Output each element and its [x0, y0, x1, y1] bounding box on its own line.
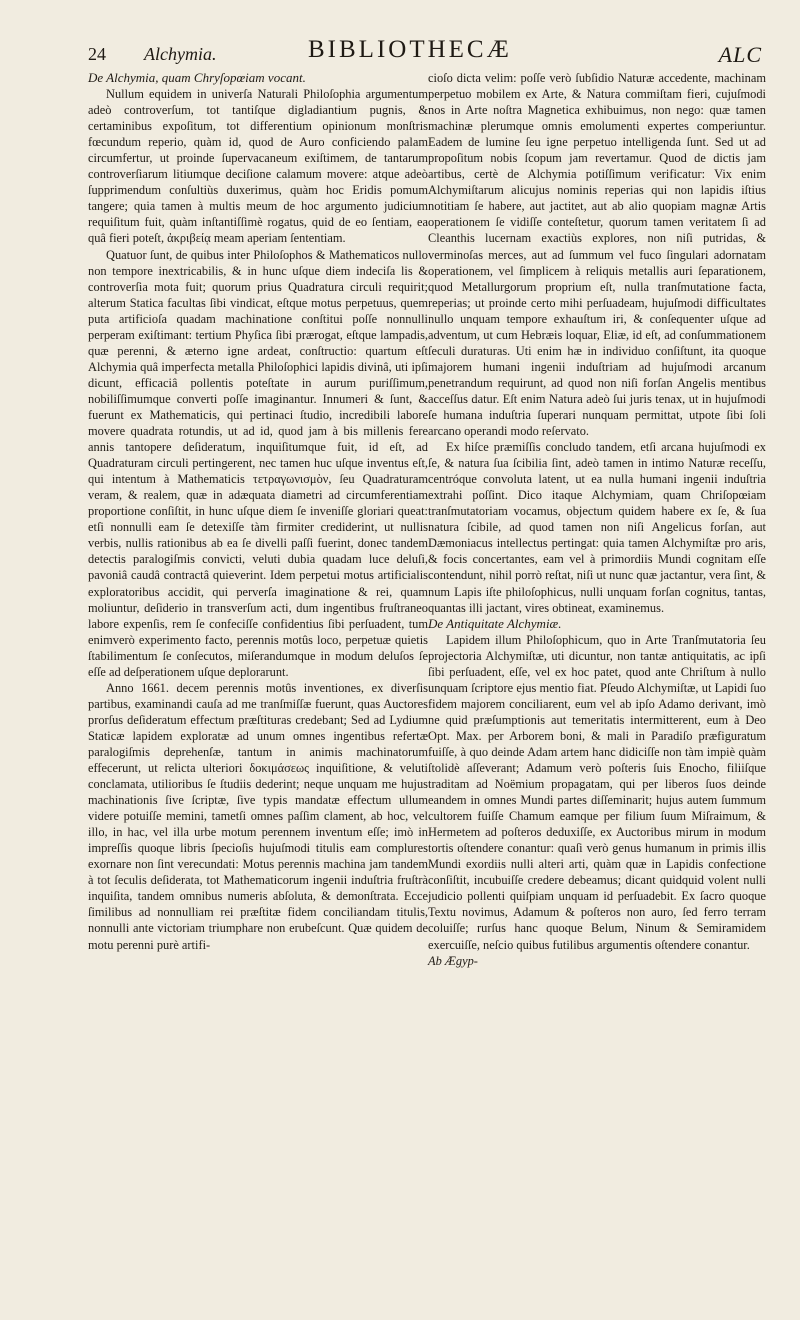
running-head: [88, 34, 762, 68]
header-catchword: ALC: [718, 42, 762, 67]
page-number: 24: [88, 44, 106, 64]
paragraph: Ex hiſce præmiſſis concludo tandem, etſi arcana hujuſmodi ex ſe, & natura ſua ſcibilia ſint, adeò tamen in intimo Naturæ receſſu, centróque convoluta latent, ut ea nulla humani ingenii induſtria extrahi poſſint. Dico itaque Alchymiam, quam Chriſopœiam tranſmutatoriam vocamus, objectum quidem habere ex ſe, & ſua natura ſcibile, ad quod tamen non niſi Angelicus forſan, aut Dæmoniacus intellectus pertingat: quia tamen Alchymiſtæ pro aris, & focis concertantes, eam vel à primordiis Mundi cognitam eſſe contendunt, nihil porrò reſtat, niſi ut nunc quæ jactantur, vera ſint, & num Lapis iſte philoſophicus, nulli unquam forſan cognitus, tantas, quantas illi jactant, vires obtineat, examinemus.: [428, 440, 766, 615]
paragraph: Quatuor ſunt, de quibus inter Philoſophos & Mathematicos nullo non tempore inextricabilis, & in hunc uſque diem indeciſa lis & controverſia mota fuit; quorum prius Quadratura circuli requirit; alterum Statica facultas ſibi vindicat, eſtque motus perpetuus, quem puta artificioſa quadam machinatione conſtitui poſſe nonnulli perperam exiſtimant: tertium Phyſica ſibi prærogat, eſtque lampadis, quæ perenni, & æterno igne ardeat, conſtructio: quartum eſt Alchymia quâ imperfecta metalla Philoſophici lapidis divinâ, uti ipſi dicunt, efficaciâ pollentis poteſtate in aurum puriſſimum, nobiliſſimumque converti poſſe imaginantur. Innumeri & ſunt, & fuerunt ex Mathematicis, qui pertinaci ſtudio, incredibili labore movere quadrata rotundis, ut ad id, quod jam à bis millenis fere annis tantopere deſideratum, inquiſitumque fuit, id eſt, ad Quadraturam circuli pertingerent, nec tamen huc uſque inventus eſt, qui intentum à Mathematicis τετραγωνισμὸν, ſeu Quadraturam veram, & realem, quæ in adæquata diametri ad circumferentiam proportione conſiſtit, in hunc uſque diem ſe inveniſſe gloriari queat: etſi nonnulli eam ſe detexiſſe tàm firmiter crediderint, ut nullis verbis, nullis rationibus ab ea ſe divelli paſſi fuerint, donec tandem detectis paralogiſmis convicti, veluti dubia quadam luce deluſi, pavoniâ caudâ contractâ quieverint. Idem perpetui motus artificialis exploratoribus accidit, qui perverſa imaginatione & rei, quam moliuntur, deſiderio in transverſum acti, dum ingentibus fruſtraneo labore expenſis, rem ſe confeciſſe confidentius ſibi perſuadent, tum enimverò experimento facto, perennis motûs loco, perpetuæ quietis ſtabilimentum ſe conſecutos, miſerandumque in modum deluſos ſe eſſe ad deſperationem uſque deplorarunt.: [88, 247, 428, 679]
left-column: [88, 70, 428, 953]
section-tag: Alchymia.: [144, 44, 217, 64]
section-heading: De Alchymia, quam Chryſopœiam vocant.: [88, 70, 306, 85]
catchword: Ab Ægyp-: [428, 953, 478, 968]
right-column: [428, 70, 766, 969]
paragraph: Anno 1661. decem perennis motûs inventiones, ex diverſis partibus, examinandi cauſa ad me tranſmiſſæ fuerunt, quas Auctores prorſus deſideratum effectum præſtituras credebant; Sed ad Lydium Staticæ lapidem exploratæ ad unum omnes ingentibus refertæ paralogiſmis deprehenſæ, tantum in animis machinatorum effecerunt, ut relicta ulteriori δοκιμάσεως inquiſitione, & veluti conclamata, utilioribus ſe ſtudiis dederint; neque unquam me hujus machinationis ſive ſcriptæ, ſive typis mandatæ effectum ullum videre potuiſſe memini, tametſi omnes paſſim clament, ab hoc, vel illo, in hac, vel illa urbe motum perennem inventum eſſe; imò in impreſſis quoque libris ſpecioſis hujuſmodi titulis eam complures exornare non ſint verecundati: Motus perennis machina jam tandem à tot ſeculis deſiderata, tot Mathematicorum ingenii induſtria fruſtrà inquiſita, tandem omnibus numeris abſoluta, & demonſtrata. Ecce ſimilibus ad nonnulliam rei præſtitæ fidem conciliandam titulis, nonnulli ante victoriam triumphare non erubeſcunt. Quæ quidem de motu perenni purè artifi-: [88, 680, 428, 952]
paragraph: Nullum equidem in univerſa Naturali Philoſophia argumentum adeò controverſum, tot tantiſque digladiantium pugnis, & certaminibus expoſitum, tot differentium opinionum monſtris fœcundum reperio, quàm id, quod de Auro conficiendo palam circumfertur, ut proinde ſupervacaneum exiſtimem, de tantarum controverſiarum litiumque deciſione calamum movere: atque adeò ſupprimendum conſultiùs duxerimus, quàm hoc Eridis pomum tangere; quia tamen à multis meum de hoc argumento judicium requiſitum fuit, quàm inſtantiſſimè rogatus, quid de eo ſentiam, ea quâ fieri poteſt, ἀκριβείᾳ meam aperiam ſententiam.: [88, 87, 428, 246]
page-title: BIBLIOTHECÆ: [308, 36, 512, 63]
section-heading: De Antiquitate Alchymiæ.: [428, 615, 562, 631]
paragraph: cioſo dicta velim: poſſe verò ſubſidio Naturæ accedente, machinam perpetuo mobilem ex Arte, & Natura commiſtam fieri, cujuſmodi nos in Arte noſtra Magnetica exhibuimus, non nego: quæ tamen machinæ plerumque omnis emolumenti expertes comperiuntur. Eadem de lumine ſeu igne perpetuo intelligenda ſunt. Sed ut ad propoſitum nobis ſcopum jam revertamur. Quod de dictis jam artibus, certè de Alchymia potiſſimum verificatur: Vix enim Alchymiſtarum alicujus nominis reperias qui non lapidis iſtius notitiam ſe habere, aut jactitet, aut ab alio quopiam magnæ Artis operationem ſe vidiſſe conteſtetur, quorum tamen veritatem ſi ad Cleanthis lucernam exactiùs explores, non niſi putridas, & verminoſas merces, aut ad ſummum vel fuco ſingulari adornatam operationem, vel ſimplicem à reliquis metallis auri ſeparationem, quod Metallurgorum proprium eſt, nulla tranſmutatione facta, reperias; ut proinde certo mihi perſuadeam, hujuſmodi difficultates nullo unquam tempore exhauſtum iri, & conſequenter uſque ad adventum, ut cum Hebræis loquar, Eliæ, id eſt, ad conſummationem ſeculi duraturas. Uti enim hæ in individuo conſiſtunt, ita quoque majorem humani ingenii induſtriam ad hujuſmodi arcanum penetrandum requirunt, ad quod non niſi forſan Angelis mentibus acceſſus datur. Eſt enim Natura adeò ſui juris tenax, ut in hujuſmodi ſe humana induſtria ſuperari nunquam permittat, utpote ſibi ſoli arcano operandi modo reſervato.: [428, 71, 766, 439]
paragraph: Lapidem illum Philoſophicum, quo in Arte Tranſmutatoria ſeu projectoria Alchymiſtæ, uti dicuntur, non tantæ antiquitatis, ac ipſi ſibi perſuadent, eſſe, vel ex hoc patet, quod ante Chriſtum à nullo unquam ſcriptore ejus mentio fiat. Pſeudo Alchymiſtæ, ut Lapidi ſuo fidem majorem conciliarent, eum vel ab ipſo Adamo derivant, imò ne quid præſumptionis aut temeritatis intermitterent, eum à Deo Opt. Max. per Arborem boni, & mali in Paradiſo præfiguratum fuiſſe, à quo deinde Adam artem hanc didiciſſe non tàm impiè quàm ſtolidè aſſeverant; Adamum verò poſteris ſuis Enocho, filiiſque traditam ad Noëmium propagatam, qui per liberos ſuos deinde eandem in omnes Mundi partes diſſeminarit; hujus autem ſummum cultorem fuiſſe Chamum eamque per filium ſuum Miſraimum, & Hermetem ad poſteros deduxiſſe, ex Auctoribus mirum in modum tortis oſtendere conantur: quaſi verò genus humanum in primis illis Mundi exordiis nulli alteri arti, quàm quæ in Lapidis confectione conſiſtit, incubuiſſe credere debeamus; dicant quidquid volent nulli judicio pollenti quiſpiam unquam id perſuadebit. Ex ſacro quoque Textu novimus, Adamum & poſteros non auro, ſed ferro terram coluiſſe; rurſus hanc quoque Belum, Ninum & Semiramidem exercuiſſe, neſcio quibus futilibus argumentis oſtendere conantur.: [428, 632, 766, 952]
